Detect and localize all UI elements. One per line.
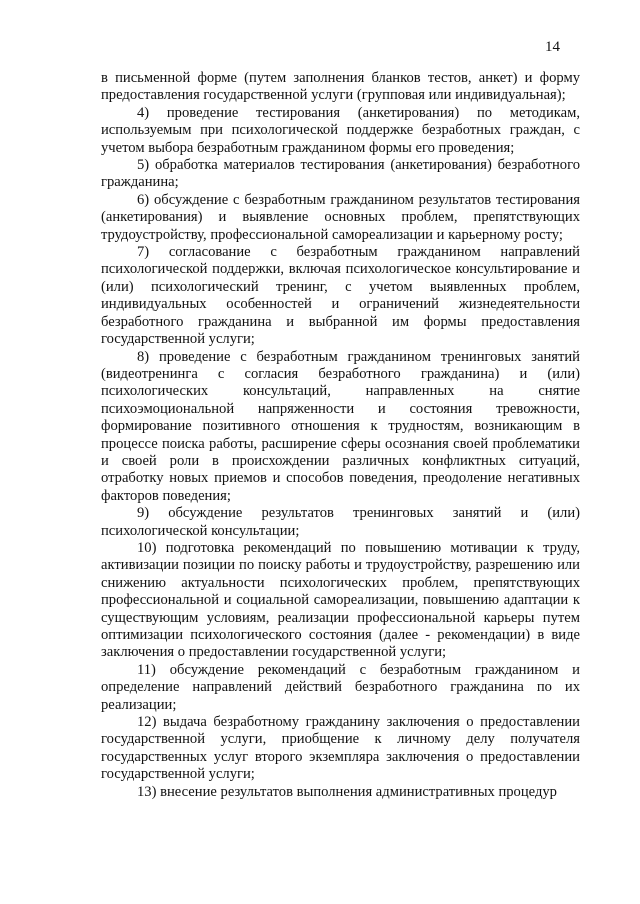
paragraph-item-4: 4) проведение тестирования (анкетирования) по методикам, используемым при психологической поддержке безработных граждан, с учетом выбора безработным гражданином формы его проведения; [101, 104, 580, 156]
paragraph-item-12: 12) выдача безработному гражданину заключения о предоставлении государственной услуги, приобщение к личному делу получателя государственных услуг второго экземпляра заключения о предоставлении государственной услуги; [101, 714, 580, 783]
paragraph-item-9: 9) обсуждение результатов тренинговых занятий и (или) психологической консультации; [101, 505, 580, 539]
paragraph-item-8: 8) проведение с безработным гражданином тренинговых занятий (видеотренинга с согласия безработного гражданина) и (или) психологических консультаций, направленных на снятие психоэмоциональной напряженности и состояния тревожности, формирование позитивного отношения к трудностям, возникающим в процессе поиска работы, расширение сферы осознания своей проблематики и своей роли в происхождении различных конфликтных ситуаций, отработку новых приемов и способов поведения, преодоление негативных факторов поведения; [101, 348, 580, 504]
paragraph-item-6: 6) обсуждение с безработным гражданином результатов тестирования (анкетирования) и выявление основных проблем, препятствующих трудоустройству, профессиональной самореализации и карьерному росту; [101, 191, 580, 243]
paragraph-item-7: 7) согласование с безработным гражданином направлений психологической поддержки, включая психологическое консультирование и (или) психологический тренинг, с учетом выявленных проблем, индивидуальных особенностей и ограничений жизнедеятельности безработного гражданина и выбранной им формы предоставления государственной услуги; [101, 244, 580, 348]
page-number: 14 [545, 39, 560, 55]
paragraph-item-13: 13) внесение результатов выполнения административных процедур [137, 783, 557, 800]
paragraph-item-5: 5) обработка материалов тестирования (анкетирования) безработного гражданина; [101, 157, 580, 191]
document-body [101, 70, 580, 801]
paragraph-item-10: 10) подготовка рекомендаций по повышению мотивации к труду, активизации позиции по поиску работы и трудоустройству, разрешению или снижению актуальности психологических проблем, препятствующих профессиональной и социальной самореализации, повышению адаптации к существующим условиям, реализации профессиональной карьеры путем оптимизации психологического состояния (далее - рекомендации) в виде заключения о предоставлении государственной услуги; [101, 539, 580, 661]
paragraph-continuation: в письменной форме (путем заполнения бланков тестов, анкет) и форму предоставления государственной услуги (групповая или индивидуальная); [101, 70, 580, 104]
paragraph-item-11: 11) обсуждение рекомендаций с безработным гражданином и определение направлений действий безработного гражданина по их реализации; [101, 661, 580, 713]
